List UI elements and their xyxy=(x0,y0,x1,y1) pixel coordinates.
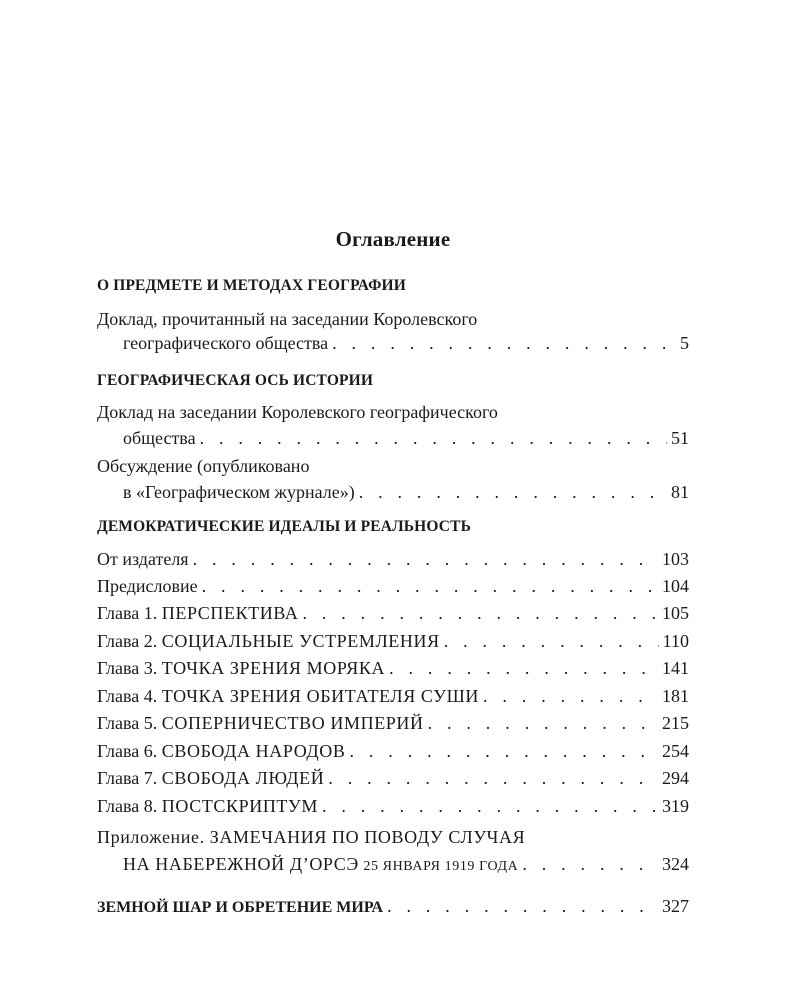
toc-page-number: 254 xyxy=(662,741,689,761)
chapter-title: СВОБОДА ЛЮДЕЙ xyxy=(161,768,325,788)
chapter-title: СВОБОДА НАРОДОВ xyxy=(161,741,346,761)
toc-entry-text: в «Географическом журнале») xyxy=(123,482,355,502)
chapter-number: Глава 1. xyxy=(97,603,158,623)
toc-entry-text: Предисловие xyxy=(97,576,198,596)
toc-page-number: 5 xyxy=(680,333,689,353)
section-heading-globe: ЗЕМНОЙ ШАР И ОБРЕТЕНИЕ МИРА xyxy=(97,899,384,916)
leader-dots xyxy=(522,853,658,875)
leader-dots xyxy=(322,795,658,817)
toc-entry-text: От издателя xyxy=(97,549,189,569)
leader-dots xyxy=(200,427,667,449)
chapter-number: Глава 8. xyxy=(97,796,158,816)
toc-entry-row[interactable] xyxy=(97,575,689,597)
toc-entry-row[interactable] xyxy=(97,548,689,570)
toc-page-number: 141 xyxy=(662,658,689,678)
toc-page-number: 104 xyxy=(662,576,689,596)
chapter-number: Глава 7. xyxy=(97,768,158,788)
chapter-title: ТОЧКА ЗРЕНИЯ МОРЯКА xyxy=(161,658,386,678)
leader-dots xyxy=(350,740,659,762)
toc-entry-text: географического общества xyxy=(123,333,329,353)
chapter-title: ПОСТСКРИПТУМ xyxy=(161,796,318,816)
toc-entry-row[interactable] xyxy=(97,685,689,707)
leader-dots xyxy=(428,712,658,734)
toc-page-number: 327 xyxy=(662,896,689,916)
chapter-number: Глава 6. xyxy=(97,741,158,761)
leader-dots xyxy=(328,767,658,789)
appendix-title: Приложение. ЗАМЕЧАНИЯ ПО ПОВОДУ СЛУЧАЯ xyxy=(97,827,526,847)
chapter-number: Глава 4. xyxy=(97,686,158,706)
chapter-number: Глава 5. xyxy=(97,713,158,733)
section-heading-geographical-pivot: ГЕОГРАФИЧЕСКАЯ ОСЬ ИСТОРИИ xyxy=(97,372,374,389)
toc-entry-row[interactable] xyxy=(97,767,689,789)
section-heading-geography-methods: О ПРЕДМЕТЕ И МЕТОДАХ ГЕОГРАФИИ xyxy=(97,277,406,294)
leader-dots xyxy=(387,895,658,917)
toc-page-number: 81 xyxy=(671,482,689,502)
chapter-title: ПЕРСПЕКТИВА xyxy=(161,603,299,623)
toc-entry-line: Обсуждение (опубликовано xyxy=(97,456,310,476)
toc-entry-row[interactable] xyxy=(123,427,689,449)
chapter-number: Глава 2. xyxy=(97,631,158,651)
toc-entry-line: Доклад на заседании Королевского географического xyxy=(97,402,498,422)
toc-entry-row[interactable] xyxy=(97,795,689,817)
leader-dots xyxy=(193,548,658,570)
leader-dots xyxy=(389,657,658,679)
toc-entry-row[interactable] xyxy=(97,602,689,624)
toc-entry-row[interactable] xyxy=(97,740,689,762)
toc-entry-row[interactable] xyxy=(97,712,689,734)
toc-page-number: 110 xyxy=(662,631,689,651)
leader-dots xyxy=(302,602,658,624)
toc-entry-row[interactable] xyxy=(123,332,689,354)
appendix-date: 25 ЯНВАРЯ 1919 ГОДА xyxy=(363,859,519,874)
toc-page-number: 215 xyxy=(662,713,689,733)
toc-entry-row[interactable] xyxy=(123,853,689,878)
leader-dots xyxy=(202,575,658,597)
toc-page-number: 181 xyxy=(662,686,689,706)
chapter-title: ТОЧКА ЗРЕНИЯ ОБИТАТЕЛЯ СУШИ xyxy=(161,686,480,706)
leader-dots xyxy=(332,332,676,354)
toc-entry-row[interactable] xyxy=(97,657,689,679)
toc-entry-row[interactable] xyxy=(97,895,689,919)
toc-entry-row[interactable] xyxy=(123,481,689,503)
toc-title: Оглавление xyxy=(335,227,451,251)
toc-page-number: 105 xyxy=(662,603,689,623)
appendix-subtitle: НА НАБЕРЕЖНОЙ Д’ОРСЭ xyxy=(123,854,359,874)
toc-page-number: 324 xyxy=(662,854,689,874)
section-heading-democratic-ideals: ДЕМОКРАТИЧЕСКИЕ ИДЕАЛЫ И РЕАЛЬНОСТЬ xyxy=(97,518,472,535)
toc-page-number: 319 xyxy=(662,796,689,816)
leader-dots xyxy=(444,630,659,652)
toc-page-number: 51 xyxy=(671,428,689,448)
leader-dots xyxy=(483,685,658,707)
chapter-number: Глава 3. xyxy=(97,658,158,678)
chapter-title: СОПЕРНИЧЕСТВО ИМПЕРИЙ xyxy=(161,713,424,733)
toc-entry-row[interactable] xyxy=(97,630,689,652)
toc-entry-line: Доклад, прочитанный на заседании Королевского xyxy=(97,309,478,329)
toc-page-number: 294 xyxy=(662,768,689,788)
chapter-title: СОЦИАЛЬНЫЕ УСТРЕМЛЕНИЯ xyxy=(161,631,440,651)
toc-page-number: 103 xyxy=(662,549,689,569)
leader-dots xyxy=(359,481,667,503)
toc-entry-text: общества xyxy=(123,428,196,448)
